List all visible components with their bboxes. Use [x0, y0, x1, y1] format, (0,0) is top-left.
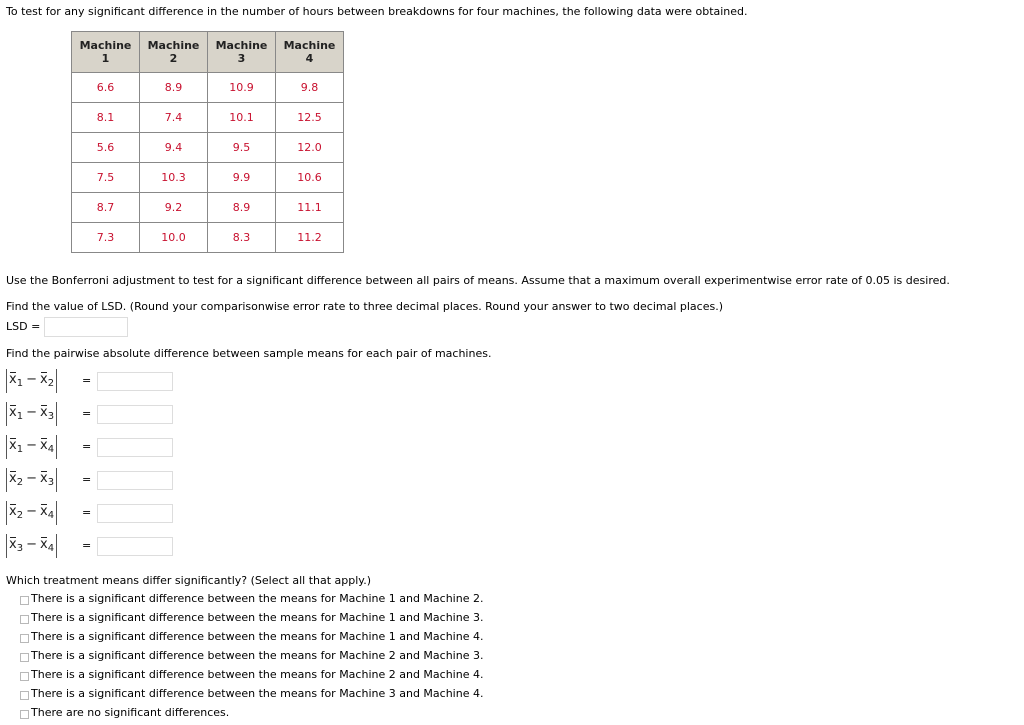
table-row	[72, 73, 344, 103]
table-cell: 9.4	[140, 133, 208, 163]
equals-sign: =	[82, 440, 92, 453]
pair-input-2-4[interactable]	[97, 504, 173, 523]
option-label: There is a significant difference between the means for Machine 1 and Machine 4.	[31, 630, 484, 643]
table-cell: 7.4	[140, 103, 208, 133]
table-header: Machine 4	[276, 32, 344, 73]
table-cell: 7.3	[72, 223, 140, 253]
option-1-3[interactable]	[20, 611, 500, 629]
table-cell: 9.9	[208, 163, 276, 193]
table-cell: 9.8	[276, 73, 344, 103]
table-cell: 8.1	[72, 103, 140, 133]
pair-input-1-4[interactable]	[97, 438, 173, 457]
equals-sign: =	[82, 506, 92, 519]
option-label: There are no significant differences.	[31, 706, 230, 719]
table-cell: 8.3	[208, 223, 276, 253]
pair-input-3-4[interactable]	[97, 537, 173, 556]
abs-difference-expression: $x_1 - x_2$	[6, 369, 57, 393]
equals-sign: =	[82, 473, 92, 486]
checkbox[interactable]	[20, 653, 29, 662]
table-row	[72, 103, 344, 133]
pair-input-1-3[interactable]	[97, 405, 173, 424]
checkbox[interactable]	[20, 634, 29, 643]
table-cell: 7.5	[72, 163, 140, 193]
abs-difference-expression: $x_2 - x_3$	[6, 468, 57, 492]
table-cell: 10.1	[208, 103, 276, 133]
problem-intro: To test for any significant difference in the number of hours between breakdowns for four machines, the following data were obtained.	[6, 5, 748, 18]
table-cell: 8.7	[72, 193, 140, 223]
option-label: There is a significant difference between the means for Machine 1 and Machine 3.	[31, 611, 484, 624]
table-cell: 5.6	[72, 133, 140, 163]
table-header: Machine 1	[72, 32, 140, 73]
checkbox[interactable]	[20, 691, 29, 700]
pairwise-question: Find the pairwise absolute difference between sample means for each pair of machines.	[6, 347, 492, 360]
table-cell: 9.5	[208, 133, 276, 163]
abs-difference-expression: $x_1 - x_4$	[6, 435, 57, 459]
checkbox[interactable]	[20, 710, 29, 719]
lsd-question: Find the value of LSD. (Round your comparisonwise error rate to three decimal places. Round your answer to two decimal places.)	[6, 300, 723, 313]
table-cell: 11.1	[276, 193, 344, 223]
equals-sign: =	[82, 407, 92, 420]
option-none[interactable]	[20, 706, 500, 724]
table-cell: 10.9	[208, 73, 276, 103]
equals-sign: =	[82, 539, 92, 552]
equals-sign: =	[82, 374, 92, 387]
abs-difference-expression: $x_3 - x_4$	[6, 534, 57, 558]
pair-row-1-4	[6, 435, 176, 459]
table-cell: 10.6	[276, 163, 344, 193]
table-header: Machine 3	[208, 32, 276, 73]
lsd-input[interactable]	[44, 317, 128, 337]
table-header: Machine 2	[140, 32, 208, 73]
pair-row-2-4	[6, 501, 176, 525]
option-1-2[interactable]	[20, 592, 500, 610]
option-label: There is a significant difference between the means for Machine 2 and Machine 3.	[31, 649, 484, 662]
abs-difference-expression: $x_1 - x_3$	[6, 402, 57, 426]
table-header-row	[72, 32, 344, 73]
table-row	[72, 163, 344, 193]
option-2-3[interactable]	[20, 649, 500, 667]
pair-input-1-2[interactable]	[97, 372, 173, 391]
lsd-label: LSD =	[6, 320, 41, 333]
table-cell: 12.5	[276, 103, 344, 133]
table-row	[72, 133, 344, 163]
pair-input-2-3[interactable]	[97, 471, 173, 490]
option-label: There is a significant difference between the means for Machine 1 and Machine 2.	[31, 592, 484, 605]
bonferroni-instruction: Use the Bonferroni adjustment to test for a significant difference between all pairs of means. Assume that a maximum overall experimentwise error rate of 0.05 is desired.	[6, 274, 950, 287]
table-row	[72, 193, 344, 223]
checkbox[interactable]	[20, 672, 29, 681]
table-cell: 10.0	[140, 223, 208, 253]
data-table	[71, 31, 344, 253]
pair-row-3-4	[6, 534, 176, 558]
option-label: There is a significant difference between the means for Machine 3 and Machine 4.	[31, 687, 484, 700]
option-3-4[interactable]	[20, 687, 500, 705]
table-cell: 10.3	[140, 163, 208, 193]
table-cell: 12.0	[276, 133, 344, 163]
table-row	[72, 223, 344, 253]
table-cell: 8.9	[140, 73, 208, 103]
table-cell: 8.9	[208, 193, 276, 223]
pair-row-1-3	[6, 402, 176, 426]
option-2-4[interactable]	[20, 668, 500, 686]
which-question: Which treatment means differ significantly? (Select all that apply.)	[6, 574, 372, 587]
checkbox[interactable]	[20, 596, 29, 605]
table-cell: 6.6	[72, 73, 140, 103]
table-cell: 11.2	[276, 223, 344, 253]
option-1-4[interactable]	[20, 630, 500, 648]
pair-row-1-2	[6, 369, 176, 393]
pair-row-2-3	[6, 468, 176, 492]
abs-difference-expression: $x_2 - x_4$	[6, 501, 57, 525]
table-cell: 9.2	[140, 193, 208, 223]
checkbox[interactable]	[20, 615, 29, 624]
option-label: There is a significant difference between the means for Machine 2 and Machine 4.	[31, 668, 484, 681]
